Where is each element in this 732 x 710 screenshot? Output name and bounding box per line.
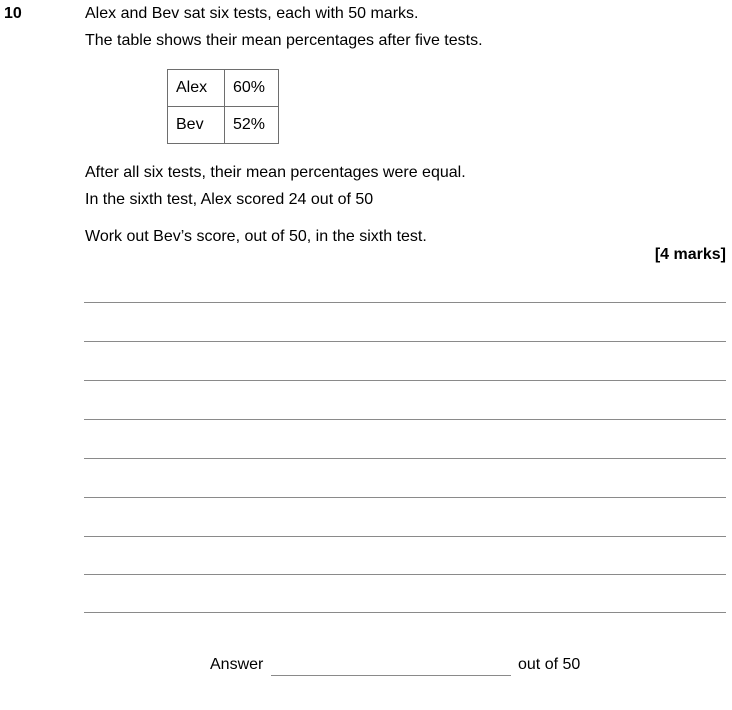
marks-label: [4 marks]	[654, 246, 726, 263]
intro-line-2: The table shows their mean percentages after five tests.	[85, 32, 483, 49]
mean-percentage-table	[167, 69, 279, 144]
answer-field[interactable]	[271, 675, 511, 676]
working-line	[84, 302, 726, 303]
working-line	[84, 612, 726, 613]
answer-unit: out of 50	[518, 656, 581, 673]
table-row	[168, 107, 279, 144]
working-line	[84, 497, 726, 498]
working-line	[84, 419, 726, 420]
table-cell-percentage: 60%	[225, 70, 279, 107]
working-line	[84, 341, 726, 342]
intro-line-1: Alex and Bev sat six tests, each with 50 marks.	[85, 5, 419, 22]
info-line-2: In the sixth test, Alex scored 24 out of 50	[85, 191, 374, 208]
working-line	[84, 380, 726, 381]
working-line	[84, 574, 726, 575]
question-number: 10	[4, 5, 22, 22]
working-line	[84, 536, 726, 537]
answer-label: Answer	[210, 656, 264, 673]
working-line	[84, 458, 726, 459]
table-cell-percentage: 52%	[225, 107, 279, 144]
info-line-1: After all six tests, their mean percentages were equal.	[85, 164, 466, 181]
table-row	[168, 70, 279, 107]
task-line: Work out Bev’s score, out of 50, in the sixth test.	[85, 228, 427, 245]
table-cell-name: Bev	[168, 107, 225, 144]
table-cell-name: Alex	[168, 70, 225, 107]
